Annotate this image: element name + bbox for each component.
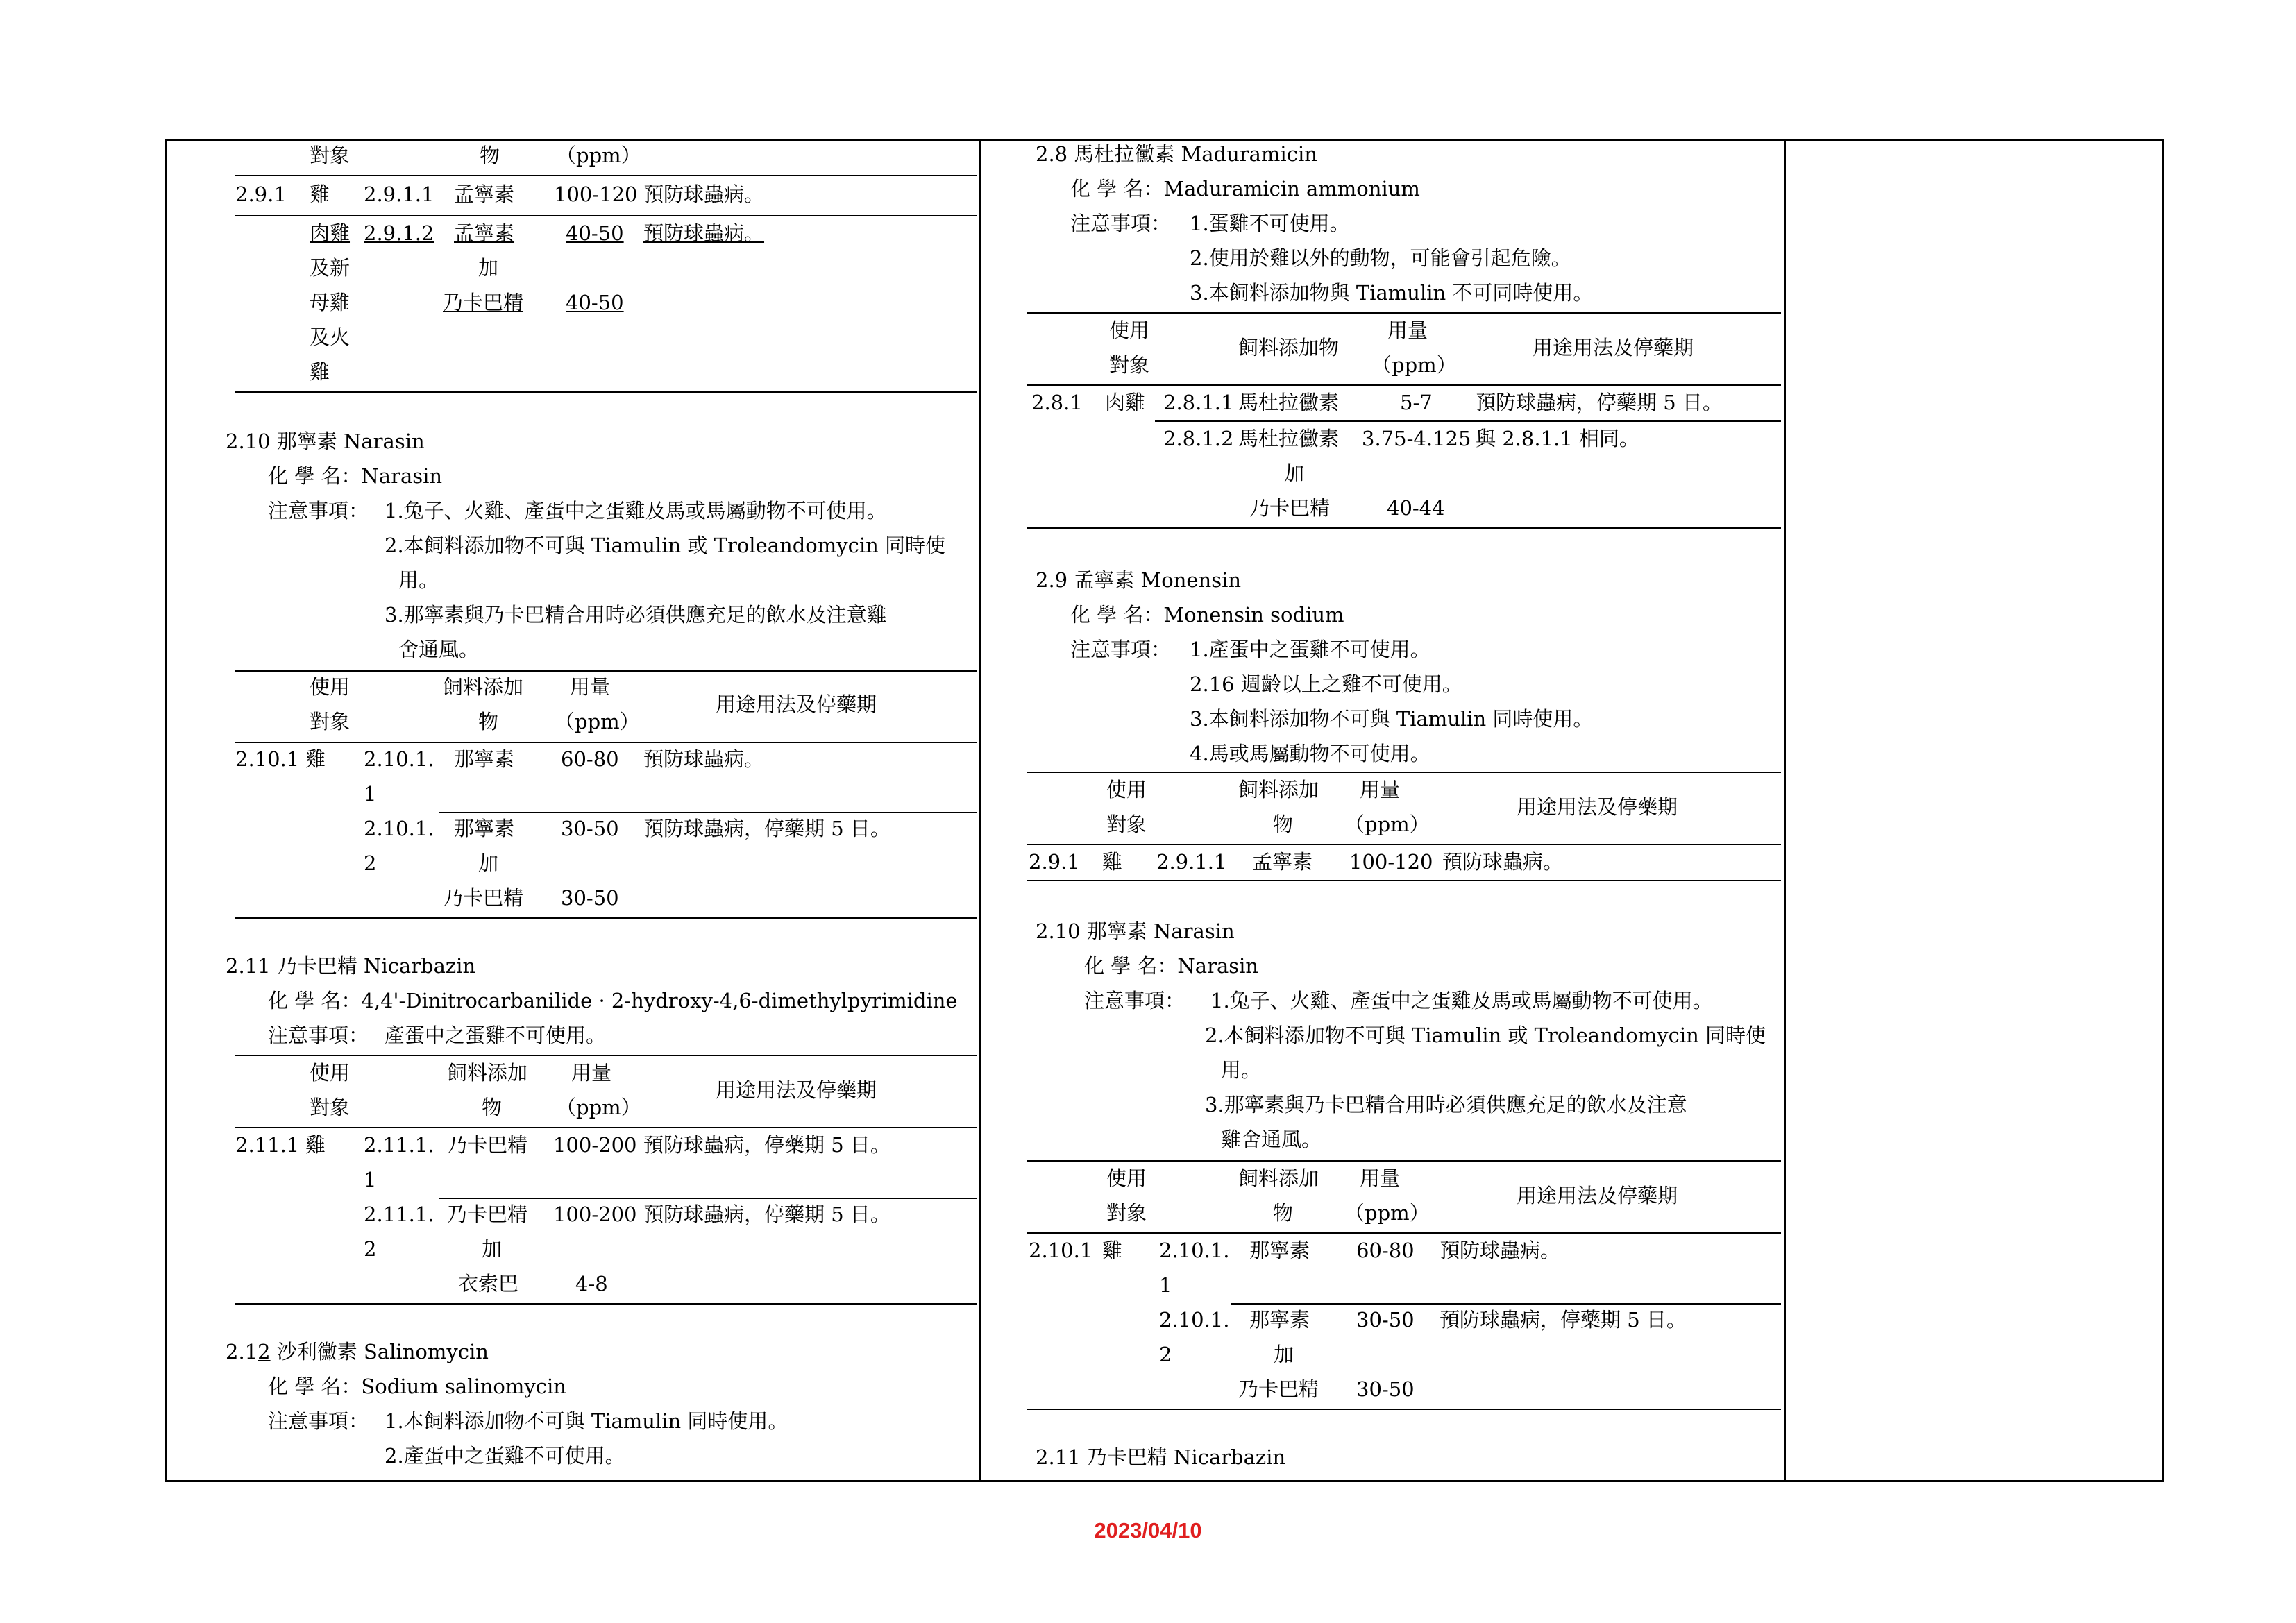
table-rule [1027, 844, 1781, 845]
text-line: 預防球蟲病，停藥期 5 日。 [643, 1203, 890, 1226]
text-line: 4.馬或馬屬動物不可使用。 [1190, 742, 1430, 765]
text-line: 1.兔子、火雞、產蛋中之蛋雞及馬或馬屬動物不可使用。 [385, 499, 887, 522]
text-line: 100-120 [554, 182, 638, 206]
text-line: 對象 [1106, 813, 1147, 836]
text-line: 2.16 週齡以上之雞不可使用。 [1190, 672, 1462, 696]
table-rule [1027, 1409, 1781, 1410]
text-line: 物 [1273, 1201, 1294, 1225]
footer-date: 2023/04/10 [1094, 1518, 1202, 1543]
text-line: 用量 [1360, 778, 1401, 801]
table-rule [235, 742, 977, 743]
section-title: 2.10 那寧素 Narasin [1036, 919, 1235, 943]
text-line: 用途用法及停藥期 [1533, 336, 1694, 359]
text-line: 2.8.1 [1031, 391, 1083, 414]
text-line: （ppm） [556, 1096, 641, 1119]
text-line: 化 學 名：Sodium salinomycin [268, 1375, 566, 1398]
table-rule [1027, 1232, 1781, 1234]
text-line: 60-80 [1356, 1239, 1415, 1262]
text-line: 乃卡巴精 [447, 1133, 528, 1157]
text-line: 3.本飼料添加物與 Tiamulin 不可同時使用。 [1190, 281, 1594, 305]
text-line: 100-200 [553, 1133, 637, 1157]
section-title: 2.11 乃卡巴精 Nicarbazin [1036, 1445, 1286, 1469]
table-rule [439, 1198, 977, 1199]
text-line: 對象 [1106, 1201, 1147, 1225]
text-line: 雞 [310, 360, 330, 384]
text-line: （ppm） [1344, 813, 1430, 836]
table-rule [1155, 420, 1781, 422]
text-line: 飼料添加 [447, 1061, 528, 1085]
text-line: 乃卡巴精 [447, 1203, 528, 1226]
text-line: 使用 [310, 675, 351, 699]
text-line: 2.10.1. [364, 817, 434, 840]
section-title: 2.8 馬杜拉黴素 Maduramicin [1036, 142, 1317, 166]
text-line: 2 [1159, 1343, 1172, 1366]
text-line: 物 [482, 1096, 503, 1119]
table-header-cell: 對象 [310, 144, 351, 167]
text-line: 化 學 名：Narasin [268, 464, 443, 488]
section-title: 2.10 那寧素 Narasin [226, 430, 425, 453]
text-line: 100-120 [1349, 850, 1433, 874]
text-line: 及新 [310, 256, 351, 280]
table-rule [1027, 1160, 1781, 1162]
text-line: 那寧素 [1249, 1308, 1310, 1332]
text-line: 注意事項： [1070, 638, 1172, 661]
text-line: 2.8.1.1 [1163, 391, 1234, 414]
text-line: 舍通風。 [398, 638, 480, 661]
text-line: 用量 [570, 675, 611, 699]
text-line: 2.10.1. [364, 747, 434, 771]
table-rule [1027, 384, 1781, 386]
table-rule [235, 391, 977, 393]
text-line: 那寧素 [454, 747, 515, 771]
text-line: 注意事項： [268, 1409, 369, 1433]
text-line: 2.8.1.2 [1163, 427, 1234, 450]
text-line: 1.兔子、火雞、產蛋中之蛋雞及馬或馬屬動物不可使用。 [1210, 989, 1713, 1012]
text-line: 60-80 [561, 747, 619, 771]
text-line: 肉雞 [1105, 391, 1146, 414]
text-line: 2.9.1 [235, 182, 287, 206]
text-line: 及火 [310, 325, 351, 349]
text-line: 產蛋中之蛋雞不可使用。 [385, 1023, 607, 1047]
text-line: 乃卡巴精 [443, 886, 524, 910]
table-rule [235, 1303, 977, 1305]
table-rule [235, 1055, 977, 1056]
text-line: 用量 [1387, 318, 1428, 342]
table-rule [235, 670, 977, 672]
text-line: 30-50 [1356, 1308, 1415, 1332]
text-line: 預防球蟲病。 [643, 182, 765, 206]
table-header-cell: 物 [480, 144, 500, 167]
text-line: 使用 [1106, 1166, 1147, 1190]
section-title: 2.11 乃卡巴精 Nicarbazin [226, 954, 476, 978]
text-line: 物 [478, 710, 499, 733]
text-line: 1 [1159, 1273, 1172, 1297]
text-line: 雞 [305, 1133, 326, 1157]
text-line: 加 [1274, 1343, 1294, 1366]
text-line: 對象 [1109, 353, 1150, 377]
text-line: 雞 [305, 747, 326, 771]
text-line: 2.9.1.1 [1156, 850, 1227, 874]
section-title [226, 1339, 489, 1364]
text-line: 2.產蛋中之蛋雞不可使用。 [385, 1444, 625, 1468]
text-line: 30-50 [1356, 1377, 1415, 1401]
text-line: 注意事項： [268, 1023, 369, 1047]
text-line: 2 [364, 1237, 377, 1261]
table-rule [1027, 527, 1781, 529]
text-line: 注意事項： [1084, 989, 1185, 1012]
text-line: 2.9.1.2 [364, 221, 434, 245]
text-line: 乃卡巴精 [443, 291, 524, 314]
text-line: 預防球蟲病。 [1440, 1239, 1561, 1262]
text-line: 雞 [310, 182, 330, 206]
text-line: 雞 [1102, 850, 1123, 874]
section-title: 2.9 孟寧素 Monensin [1036, 568, 1242, 592]
text-line: 2.使用於雞以外的動物，可能會引起危險。 [1190, 246, 1571, 270]
text-line: 用量 [1360, 1166, 1401, 1190]
table-rule [1027, 772, 1781, 773]
table-rule [1231, 1303, 1781, 1305]
text-line: 30-50 [561, 817, 619, 840]
text-line: （ppm） [1371, 353, 1457, 377]
text-line: 1.蛋雞不可使用。 [1190, 212, 1350, 235]
text-line: 5-7 [1400, 391, 1433, 414]
text-line: 使用 [310, 1061, 351, 1085]
text-line: 40-44 [1387, 496, 1445, 520]
table-rule [1027, 880, 1781, 881]
text-line: 飼料添加 [1238, 1166, 1319, 1190]
text-line: 預防球蟲病。 [1442, 850, 1564, 874]
text-line: 100-200 [553, 1203, 637, 1226]
text-line: 孟寧素 [1252, 850, 1313, 874]
text-line: 飼料添加 [1238, 778, 1319, 801]
text-line: 那寧素 [1249, 1239, 1310, 1262]
text-line: 2.本飼料添加物不可與 Tiamulin 或 Troleandomycin 同時使 [1205, 1023, 1766, 1047]
text-line: 預防球蟲病，停藥期 5 日。 [1440, 1308, 1687, 1332]
text-line: 化 學 名：4,4'-Dinitrocarbanilide · 2-hydroxy-4,6-dimethylpyrimidine [268, 989, 958, 1012]
text-line: 對象 [310, 710, 351, 733]
text-line: 預防球蟲病。 [643, 221, 765, 245]
text-line: 雞舍通風。 [1221, 1128, 1322, 1151]
text-line: 預防球蟲病，停藥期 5 日。 [1476, 391, 1723, 414]
text-line: 乃卡巴精 [1249, 496, 1331, 520]
text-line: 1 [364, 782, 377, 806]
text-line: 加 [478, 256, 499, 280]
text-line: （ppm） [555, 710, 640, 733]
left-column [167, 139, 979, 1478]
text-line: 40-50 [566, 291, 624, 314]
text-line: 孟寧素 [454, 221, 515, 245]
text-line: 那寧素 [454, 817, 515, 840]
text-line: 4-8 [575, 1272, 608, 1295]
text-line: 2.10.1 [235, 747, 300, 771]
text-line: 2.10.1. [1159, 1239, 1230, 1262]
right-column [1786, 139, 2162, 1478]
text-line: 3.75-4.125 [1362, 427, 1471, 450]
text-line: 預防球蟲病，停藥期 5 日。 [643, 1133, 890, 1157]
text-line: 2 [258, 1340, 271, 1363]
text-line: 預防球蟲病。 [643, 747, 765, 771]
text-line: （ppm） [1344, 1201, 1430, 1225]
text-line: 2.9.1 [1029, 850, 1080, 874]
text-line: 加 [482, 1237, 503, 1261]
table-rule [235, 215, 977, 216]
table-rule [235, 917, 977, 919]
table-header-cell: （ppm） [556, 144, 641, 167]
text-line: 1.產蛋中之蛋雞不可使用。 [1190, 638, 1430, 661]
text-line: 化 學 名：Monensin sodium [1070, 603, 1344, 627]
text-line: 注意事項： [1070, 212, 1172, 235]
text-line: 物 [1273, 813, 1294, 836]
text-line: 加 [1284, 461, 1305, 485]
text-line: 30-50 [561, 886, 619, 910]
text-line: 3.那寧素與乃卡巴精合用時必須供應充足的飲水及注意 [1205, 1093, 1687, 1116]
text-line: 用途用法及停藥期 [1517, 795, 1678, 819]
text-line: 化 學 名：Narasin [1084, 954, 1259, 978]
text-line: 馬杜拉黴素 [1238, 427, 1340, 450]
text-line: 用。 [398, 568, 439, 592]
table-rule [1027, 312, 1781, 314]
text-line: 用量 [571, 1061, 612, 1085]
text-line: 沙利黴素 Salinomycin [270, 1340, 489, 1363]
text-line: 2.11.1. [364, 1203, 434, 1226]
text-line: 使用 [1106, 778, 1147, 801]
text-line: 孟寧素 [454, 182, 515, 206]
text-line: 衣索巴 [458, 1272, 519, 1295]
text-line: 對象 [310, 1096, 351, 1119]
text-line: 乃卡巴精 [1238, 1377, 1319, 1401]
text-line: 2.9.1.1 [364, 182, 434, 206]
middle-column [981, 139, 1784, 1478]
text-line: 與 2.8.1.1 相同。 [1476, 427, 1639, 450]
text-line: 雞 [1102, 1239, 1123, 1262]
text-line: 注意事項： [268, 499, 369, 522]
text-line: 1.本飼料添加物不可與 Tiamulin 同時使用。 [385, 1409, 788, 1433]
text-line: 2.11.1 [235, 1133, 300, 1157]
text-line: 3.本飼料添加物不可與 Tiamulin 同時使用。 [1190, 707, 1594, 731]
text-line: 用途用法及停藥期 [1517, 1184, 1678, 1207]
text-line: 加 [478, 851, 499, 875]
text-line: 2.本飼料添加物不可與 Tiamulin 或 Troleandomycin 同時使 [385, 534, 946, 557]
text-line: 2.11.1. [364, 1133, 434, 1157]
text-line: 母雞 [310, 291, 351, 314]
text-line: 馬杜拉黴素 [1238, 391, 1340, 414]
text-line: 用途用法及停藥期 [716, 692, 877, 716]
text-line: 1 [364, 1168, 377, 1191]
text-line: 飼料添加物 [1238, 336, 1340, 359]
table-rule [235, 1127, 977, 1128]
text-line: 化 學 名：Maduramicin ammonium [1070, 177, 1420, 201]
text-line: 肉雞 [310, 221, 351, 245]
text-line: 3.那寧素與乃卡巴精合用時必須供應充足的飲水及注意雞 [385, 603, 887, 627]
text-line: 使用 [1109, 318, 1150, 342]
text-line: 預防球蟲病，停藥期 5 日。 [643, 817, 890, 840]
text-line: 2 [364, 851, 377, 875]
table-rule [439, 812, 977, 813]
text-line: 用。 [1221, 1058, 1262, 1082]
text-line: 用途用法及停藥期 [716, 1078, 877, 1102]
text-line: 2.10.1. [1159, 1308, 1230, 1332]
text-line: 2.1 [226, 1340, 258, 1363]
text-line: 2.10.1 [1029, 1239, 1093, 1262]
text-line: 飼料添加 [443, 675, 524, 699]
text-line: 40-50 [566, 221, 624, 245]
table-rule [235, 175, 977, 176]
